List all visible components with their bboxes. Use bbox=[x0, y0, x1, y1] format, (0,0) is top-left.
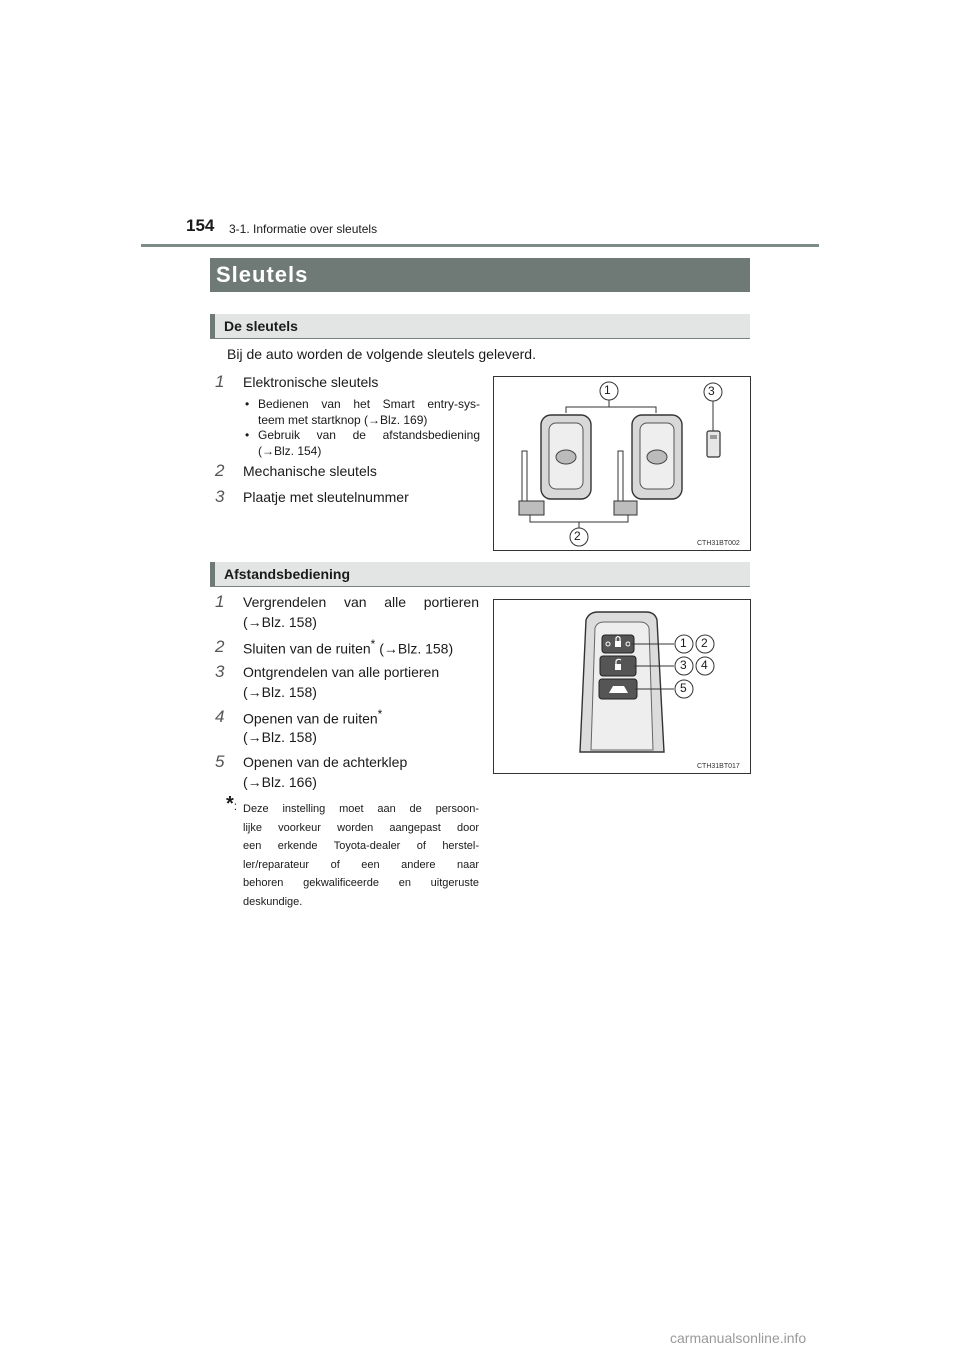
remote-figure bbox=[493, 599, 751, 774]
footnote-line: lijke voorkeur worden aangepast door bbox=[243, 821, 479, 834]
bullet-dot: • bbox=[245, 428, 250, 442]
item-label: Mechanische sleutels bbox=[243, 463, 377, 479]
item-number: 3 bbox=[215, 662, 225, 681]
item-label: Ontgrendelen van alle portieren bbox=[243, 664, 440, 680]
section-heading-keys bbox=[210, 314, 750, 339]
breadcrumb: 3-1. Informatie over sleutels bbox=[229, 222, 378, 236]
item-reference: (→Blz. 158) bbox=[243, 684, 317, 700]
figure-code: CTH31BT017 bbox=[697, 763, 740, 770]
callout-number: 5 bbox=[680, 681, 687, 695]
remote-illustration bbox=[494, 600, 750, 773]
item-label: Plaatje met sleutelnummer bbox=[243, 489, 409, 505]
page-title: Sleutels bbox=[216, 262, 309, 287]
item-reference: (→Blz. 166) bbox=[243, 774, 317, 790]
section-heading-label: De sleutels bbox=[224, 318, 298, 334]
watermark: carmanualsonline.info bbox=[670, 1330, 807, 1346]
item-label: Elektronische sleutels bbox=[243, 374, 379, 390]
callout-number: 2 bbox=[574, 529, 581, 543]
item-number: 5 bbox=[215, 752, 225, 771]
footnote-line: ler/reparateur of een andere naar bbox=[243, 858, 479, 871]
callout-number: 4 bbox=[701, 658, 708, 672]
item-reference: (→Blz. 158) bbox=[243, 729, 317, 745]
bullet-text: teem met startknop (→Blz. 169) bbox=[258, 413, 428, 427]
item-number: 1 bbox=[215, 592, 225, 611]
item-reference: (→Blz. 158) bbox=[243, 614, 317, 630]
bullet-text: Bedienen van het Smart entry-sys- bbox=[258, 397, 480, 411]
callout-number: 3 bbox=[708, 384, 715, 398]
footnote-line: deskundige. bbox=[243, 895, 303, 908]
footnote-line: Deze instelling moet aan de persoon- bbox=[243, 803, 479, 815]
item-number: 1 bbox=[215, 372, 225, 391]
item-number: 2 bbox=[215, 461, 225, 480]
section-marker bbox=[210, 314, 215, 338]
item-label: Openen van de achterklep bbox=[243, 754, 408, 770]
page-number: 154 bbox=[186, 216, 215, 235]
callout-number: 3 bbox=[680, 658, 687, 672]
bullet-text: Gebruik van de afstandsbediening bbox=[258, 428, 480, 442]
section-marker bbox=[210, 562, 215, 586]
item-number: 2 bbox=[215, 637, 225, 656]
callout-number: 1 bbox=[680, 636, 687, 650]
footnote-mark: *: bbox=[226, 793, 238, 815]
item-number: 3 bbox=[215, 487, 225, 506]
callout-number: 2 bbox=[701, 636, 708, 650]
keys-figure bbox=[493, 376, 751, 551]
bullet-text: (→Blz. 154) bbox=[258, 444, 322, 458]
item-number: 4 bbox=[215, 707, 225, 726]
header-rule bbox=[141, 244, 819, 247]
section-heading-remote bbox=[210, 562, 750, 587]
footnote-line: behoren gekwalificeerde en uitgeruste bbox=[243, 877, 479, 889]
footnote-line: een erkende Toyota-dealer of herstel- bbox=[243, 840, 479, 852]
item-label: Sluiten van de ruiten* (→Blz. 158) bbox=[243, 637, 454, 657]
callout-number: 1 bbox=[604, 383, 611, 397]
title-bar bbox=[210, 258, 750, 292]
footnote bbox=[243, 800, 479, 911]
item-label: Openen van de ruiten* bbox=[243, 707, 383, 727]
bullet-dot: • bbox=[245, 397, 250, 411]
figure-code: CTH31BT002 bbox=[697, 540, 740, 547]
section-heading-label: Afstandsbediening bbox=[224, 566, 351, 582]
item-label: Vergrendelen van alle portieren bbox=[243, 594, 479, 610]
keys-illustration bbox=[494, 377, 750, 550]
intro-text: Bij de auto worden de volgende sleutels geleverd. bbox=[227, 346, 536, 362]
